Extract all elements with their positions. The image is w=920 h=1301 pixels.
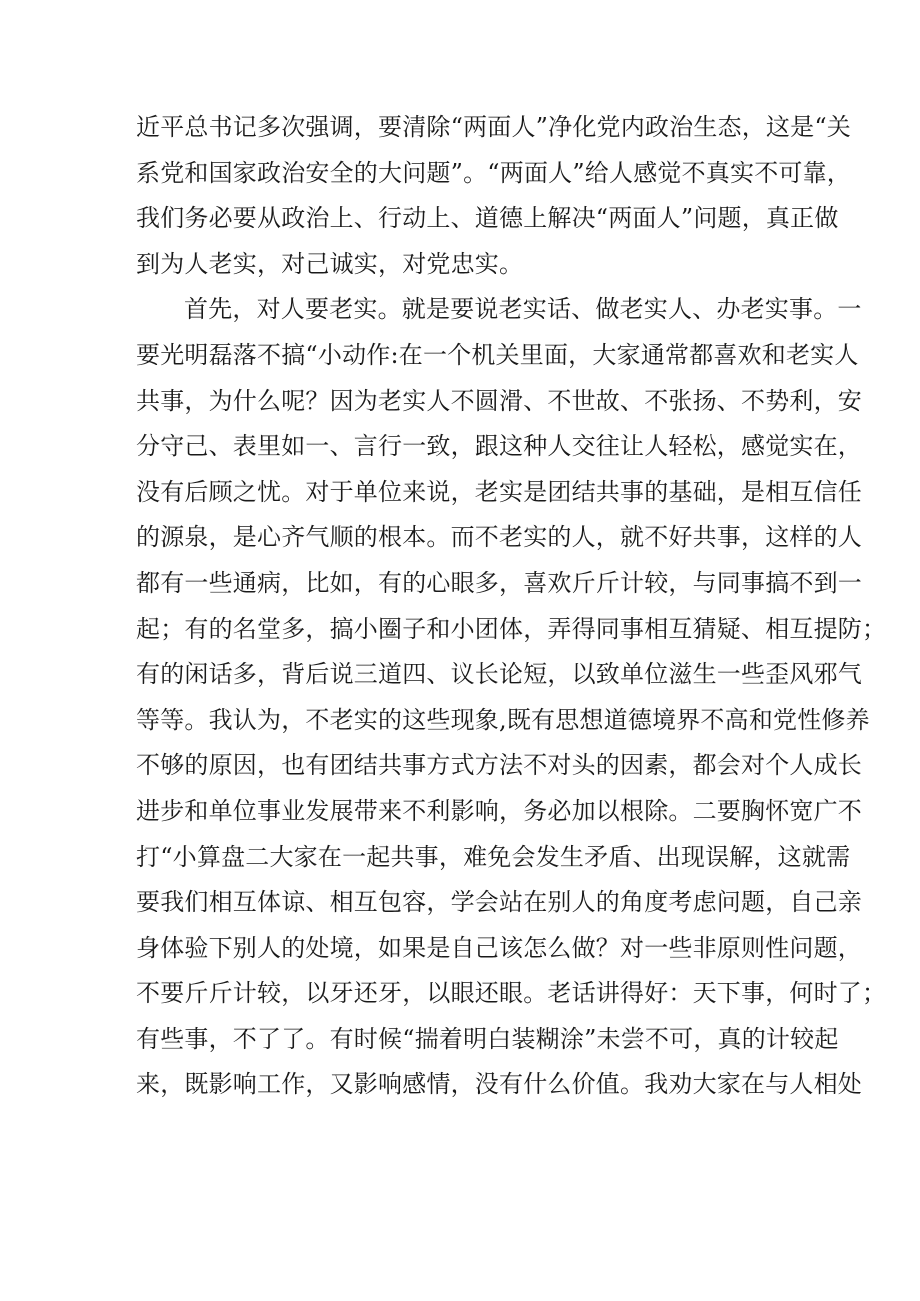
paragraph-line: 我们务必要从政治上、行动上、道德上解决“两面人”问题，真正做 <box>136 204 839 233</box>
paragraph-line: 的源泉，是心齐气顺的根本。而不老实的人，就不好共事，这样的人 <box>136 523 862 552</box>
paragraph-line: 都有一些通病，比如，有的心眼多，喜欢斤斤计较，与同事搞不到一 <box>136 568 862 597</box>
paragraph-line: 没有后顾之忧。对于单位来说，老实是团结共事的基础，是相互信任 <box>136 477 862 506</box>
document-body <box>136 105 887 1108</box>
paragraph-line-first: 首先，对人要老实。就是要说老实话、做老实人、办老实事。一 <box>184 295 862 324</box>
paragraph-1 <box>136 105 852 287</box>
paragraph-line: 到为人老实，对己诚实，对党忠实。 <box>136 249 524 278</box>
paragraph-2 <box>136 287 887 1108</box>
paragraph-line: 身体验下别人的处境，如果是自己该怎么做？对一些非原则性问题， <box>136 933 862 962</box>
paragraph-line: 打“小算盘二大家在一起共事，难免会发生矛盾、出现误解，这就需 <box>136 842 851 871</box>
paragraph-line: 近平总书记多次强调，要清除“两面人”净化党内政治生态，这是“关 <box>136 113 852 141</box>
paragraph-line: 有些事，不了了。有时候“揣着明白装糊涂”未尝不可，真的计较起 <box>136 1024 839 1053</box>
paragraph-line: 来，既影响工作，又影响感情，没有什么价值。我劝大家在与人相处 <box>136 1070 862 1099</box>
paragraph-line: 要光明磊落不搞“小动作:在一个机关里面，大家通常都喜欢和老实人 <box>136 340 859 369</box>
paragraph-line: 起；有的名堂多，搞小圈子和小团体，弄得同事相互猜疑、相互提防； <box>136 614 887 643</box>
paragraph-line: 系党和国家政治安全的大问题”。“两面人”给人感觉不真实不可靠， <box>136 158 852 187</box>
paragraph-line: 等等。我认为，不老实的这些现象,既有思想道德境界不高和党性修养 <box>136 705 870 734</box>
paragraph-line: 有的闲话多，背后说三道四、议长论短，以致单位滋生一些歪风邪气 <box>136 660 862 689</box>
paragraph-line: 不够的原因，也有团结共事方式方法不对头的因素，都会对个人成长 <box>136 751 862 780</box>
paragraph-line: 分守己、表里如一、言行一致，跟这种人交往让人轻松，感觉实在， <box>136 432 862 461</box>
paragraph-line: 进步和单位事业发展带来不利影响，务必加以根除。二要胸怀宽广不 <box>136 796 862 825</box>
paragraph-line: 要我们相互体谅、相互包容，学会站在别人的角度考虑问题，自己亲 <box>136 888 862 917</box>
paragraph-line: 共事，为什么呢？因为老实人不圆滑、不世故、不张扬、不势利，安 <box>136 386 862 415</box>
paragraph-line: 不要斤斤计较，以牙还牙，以眼还眼。老话讲得好：天下事，何时了； <box>136 979 887 1008</box>
